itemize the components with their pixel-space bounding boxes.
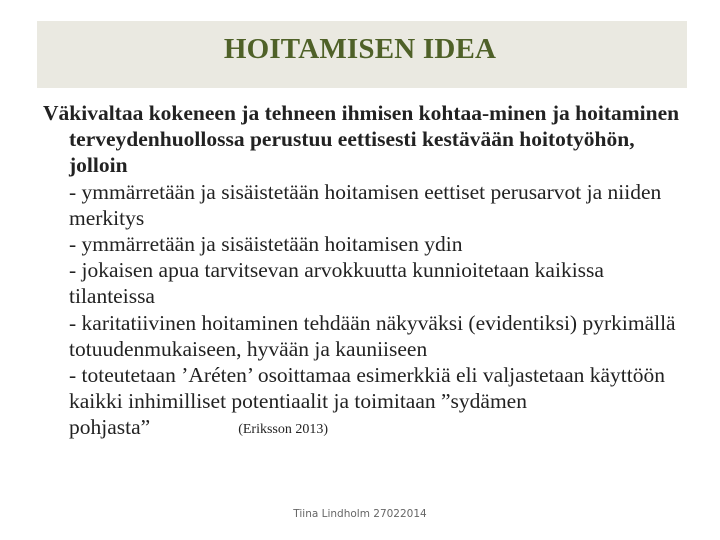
- footer: Tiina Lindholm 27022014: [293, 508, 427, 520]
- bullet-point-dignity: - jokaisen apua tarvitsevan arvokkuutta kunnioitetaan kaikissa tilanteissa: [69, 258, 604, 309]
- bullet-point-arete-text: - toteutetaan ’Aréten’ osoittamaa esimerkkiä eli valjastetaan käyttöön kaikki inhimilliset potentiaalit ja toimitaan ”sydämen pohjasta”: [69, 363, 665, 440]
- bullet-point-arete: [43, 362, 683, 444]
- intro-paragraph: Väkivaltaa kokeneen ja tehneen ihmisen kohtaa-minen ja hoitaminen terveydenhuollossa perustuu eettisesti kestävään hoitotyöhön, jolloin: [43, 101, 680, 178]
- slide-body: [43, 100, 683, 444]
- slide-title: HOITAMISEN IDEA: [223, 33, 497, 65]
- bullet-point-ethics: - ymmärretään ja sisäistetään hoitamisen eettiset perusarvot ja niiden merkitys: [69, 179, 662, 230]
- citation: (Eriksson 2013): [238, 422, 329, 438]
- bullet-point-core: - ymmärretään ja sisäistetään hoitamisen ydin: [69, 232, 463, 257]
- bullet-point-caritative: - karitatiivinen hoitaminen tehdään näkyväksi (evidentiksi) pyrkimällä totuudenmukaiseen, hyvään ja kauniiseen: [69, 310, 676, 361]
